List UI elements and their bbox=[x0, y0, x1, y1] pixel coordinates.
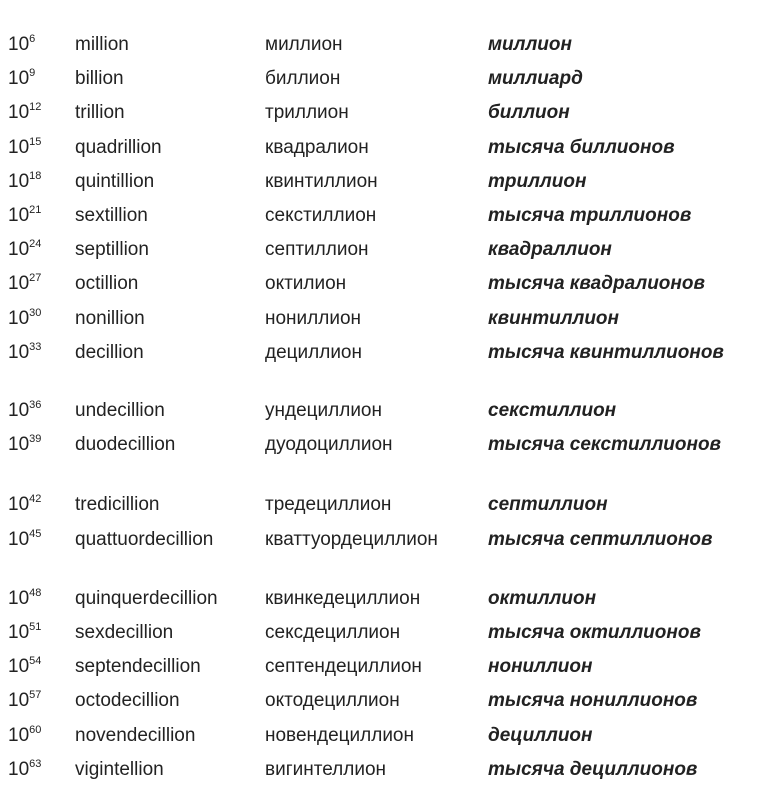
russian-short-scale-name: биллион bbox=[265, 68, 341, 89]
russian-long-scale-name: квадраллион bbox=[488, 239, 612, 260]
english-name: sextillion bbox=[75, 205, 148, 226]
english-name: tredicillion bbox=[75, 494, 160, 515]
russian-long-scale-name: триллион bbox=[488, 171, 587, 192]
power-of-ten bbox=[8, 586, 41, 611]
power-base: 10 bbox=[8, 34, 30, 55]
russian-short-scale-name: септендециллион bbox=[265, 656, 422, 677]
power-base: 10 bbox=[8, 68, 30, 89]
power-of-ten bbox=[8, 203, 41, 228]
power-of-ten bbox=[8, 527, 41, 552]
power-base: 10 bbox=[8, 273, 30, 294]
russian-short-scale-name: кваттуордециллион bbox=[265, 529, 438, 550]
english-name: vigintellion bbox=[75, 759, 164, 780]
power-of-ten bbox=[8, 340, 41, 365]
russian-long-scale-name: тысяча квадралионов bbox=[488, 273, 705, 294]
russian-long-scale-name: тысяча дециллионов bbox=[488, 759, 698, 780]
english-name: duodecillion bbox=[75, 434, 176, 455]
power-of-ten bbox=[8, 757, 41, 782]
english-name: septendecillion bbox=[75, 656, 201, 677]
russian-long-scale-name: тысяча секстиллионов bbox=[488, 434, 722, 455]
power-base: 10 bbox=[8, 690, 30, 711]
power-exponent: 42 bbox=[29, 493, 42, 505]
power-of-ten bbox=[8, 306, 41, 331]
power-exponent: 48 bbox=[29, 587, 42, 599]
power-base: 10 bbox=[8, 759, 30, 780]
power-base: 10 bbox=[8, 400, 30, 421]
power-of-ten bbox=[8, 271, 41, 296]
russian-long-scale-name: миллиард bbox=[488, 68, 583, 89]
english-name: nonillion bbox=[75, 308, 145, 329]
power-of-ten bbox=[8, 237, 41, 262]
russian-long-scale-name: тысяча октиллионов bbox=[488, 622, 701, 643]
english-name: quinquerdecillion bbox=[75, 588, 218, 609]
russian-short-scale-name: квадралион bbox=[265, 137, 369, 158]
russian-short-scale-name: вигинтеллион bbox=[265, 759, 387, 780]
russian-long-scale-name: секстиллион bbox=[488, 400, 617, 421]
russian-short-scale-name: секстиллион bbox=[265, 205, 377, 226]
power-base: 10 bbox=[8, 342, 30, 363]
russian-long-scale-name: септиллион bbox=[488, 494, 608, 515]
english-name: novendecillion bbox=[75, 725, 196, 746]
english-name: quintillion bbox=[75, 171, 155, 192]
power-base: 10 bbox=[8, 239, 30, 260]
power-of-ten bbox=[8, 723, 41, 748]
power-of-ten bbox=[8, 688, 41, 713]
power-base: 10 bbox=[8, 171, 30, 192]
russian-short-scale-name: триллион bbox=[265, 102, 349, 123]
russian-long-scale-name: тысяча септиллионов bbox=[488, 529, 713, 550]
english-name: septillion bbox=[75, 239, 149, 260]
power-of-ten bbox=[8, 169, 41, 194]
power-base: 10 bbox=[8, 725, 30, 746]
power-of-ten bbox=[8, 32, 35, 57]
english-name: sexdecillion bbox=[75, 622, 174, 643]
russian-long-scale-name: тысяча биллионов bbox=[488, 137, 675, 158]
russian-short-scale-name: миллион bbox=[265, 34, 343, 55]
power-of-ten bbox=[8, 492, 41, 517]
power-base: 10 bbox=[8, 494, 30, 515]
english-name: octodecillion bbox=[75, 690, 180, 711]
power-base: 10 bbox=[8, 308, 30, 329]
power-base: 10 bbox=[8, 656, 30, 677]
power-of-ten bbox=[8, 398, 41, 423]
power-exponent: 9 bbox=[29, 67, 36, 79]
power-base: 10 bbox=[8, 588, 30, 609]
power-exponent: 6 bbox=[29, 33, 36, 45]
power-base: 10 bbox=[8, 434, 30, 455]
english-name: quadrillion bbox=[75, 137, 162, 158]
power-of-ten bbox=[8, 100, 41, 125]
power-of-ten bbox=[8, 654, 41, 679]
russian-long-scale-name: дециллион bbox=[488, 725, 593, 746]
power-exponent: 39 bbox=[29, 433, 42, 445]
power-exponent: 30 bbox=[29, 307, 42, 319]
english-name: decillion bbox=[75, 342, 144, 363]
power-exponent: 54 bbox=[29, 655, 42, 667]
power-exponent: 21 bbox=[29, 204, 42, 216]
power-exponent: 45 bbox=[29, 528, 42, 540]
russian-short-scale-name: нониллион bbox=[265, 308, 362, 329]
russian-short-scale-name: дециллион bbox=[265, 342, 362, 363]
english-name: quattuordecillion bbox=[75, 529, 214, 550]
power-of-ten bbox=[8, 66, 35, 91]
russian-short-scale-name: квинкедециллион bbox=[265, 588, 421, 609]
russian-long-scale-name: квинтиллион bbox=[488, 308, 620, 329]
russian-long-scale-name: тысяча нониллионов bbox=[488, 690, 698, 711]
russian-long-scale-name: октиллион bbox=[488, 588, 597, 609]
english-name: octillion bbox=[75, 273, 139, 294]
russian-long-scale-name: тысяча триллионов bbox=[488, 205, 692, 226]
english-name: billion bbox=[75, 68, 124, 89]
power-exponent: 18 bbox=[29, 170, 42, 182]
russian-short-scale-name: тредециллион bbox=[265, 494, 392, 515]
russian-long-scale-name: нониллион bbox=[488, 656, 593, 677]
power-exponent: 15 bbox=[29, 136, 42, 148]
english-name: undecillion bbox=[75, 400, 165, 421]
power-exponent: 12 bbox=[29, 101, 42, 113]
power-of-ten bbox=[8, 620, 41, 645]
power-base: 10 bbox=[8, 205, 30, 226]
power-exponent: 60 bbox=[29, 724, 42, 736]
russian-short-scale-name: квинтиллион bbox=[265, 171, 378, 192]
power-exponent: 33 bbox=[29, 341, 42, 353]
power-base: 10 bbox=[8, 622, 30, 643]
russian-long-scale-name: миллион bbox=[488, 34, 572, 55]
power-exponent: 27 bbox=[29, 272, 42, 284]
russian-short-scale-name: дуодоциллион bbox=[265, 434, 393, 455]
power-exponent: 36 bbox=[29, 399, 42, 411]
power-exponent: 57 bbox=[29, 689, 42, 701]
russian-short-scale-name: септиллион bbox=[265, 239, 369, 260]
power-exponent: 24 bbox=[29, 238, 42, 250]
russian-short-scale-name: октодециллион bbox=[265, 690, 400, 711]
power-of-ten bbox=[8, 432, 41, 457]
power-of-ten bbox=[8, 135, 41, 160]
power-base: 10 bbox=[8, 137, 30, 158]
english-name: million bbox=[75, 34, 129, 55]
russian-short-scale-name: октилион bbox=[265, 273, 347, 294]
power-exponent: 63 bbox=[29, 758, 42, 770]
russian-long-scale-name: биллион bbox=[488, 102, 570, 123]
russian-long-scale-name: тысяча квинтиллионов bbox=[488, 342, 724, 363]
power-exponent: 51 bbox=[29, 621, 42, 633]
power-base: 10 bbox=[8, 529, 30, 550]
power-base: 10 bbox=[8, 102, 30, 123]
russian-short-scale-name: ундециллион bbox=[265, 400, 382, 421]
russian-short-scale-name: новендециллион bbox=[265, 725, 414, 746]
english-name: trillion bbox=[75, 102, 125, 123]
russian-short-scale-name: сексдециллион bbox=[265, 622, 401, 643]
